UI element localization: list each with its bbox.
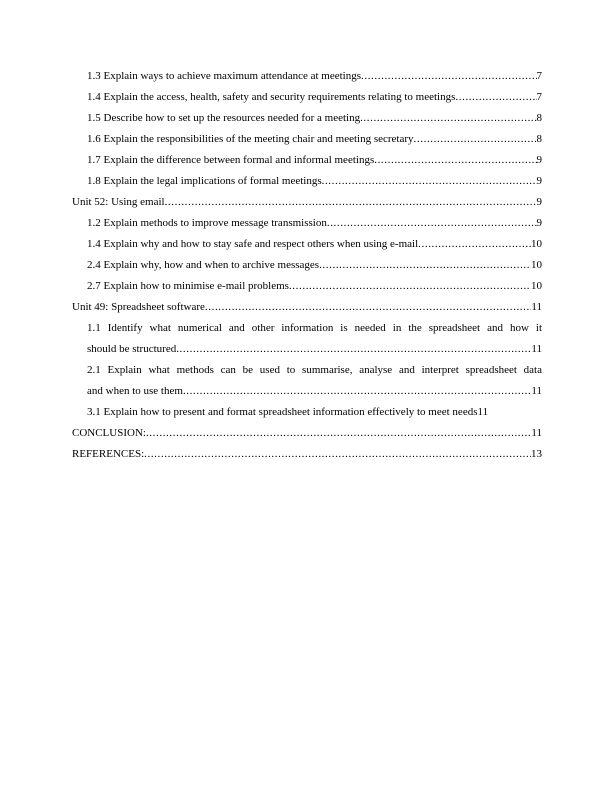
toc-entry-title: 1.4 Explain the access, health, safety and security requirements relating to meetings — [87, 91, 456, 103]
toc-entry[interactable] — [72, 276, 542, 297]
toc-entry-page: 11 — [531, 301, 542, 313]
toc-entry-page: 7 — [536, 70, 542, 82]
toc-leader-dots — [319, 255, 531, 276]
toc-entry-page: 8 — [536, 133, 542, 145]
toc-entry-title: 2.4 Explain why, how and when to archive messages — [87, 259, 320, 271]
toc-entry-page: 11 — [531, 385, 542, 397]
toc-leader-dots — [374, 150, 536, 171]
toc-entry[interactable] — [72, 129, 542, 150]
toc-entry[interactable] — [72, 171, 542, 192]
toc-leader-dots — [176, 339, 531, 360]
toc-leader-dots — [205, 297, 532, 318]
toc-leader-dots — [183, 381, 531, 402]
toc-entry[interactable] — [72, 150, 542, 171]
toc-leader-dots — [361, 66, 537, 87]
toc-entry-wrapped[interactable] — [72, 360, 542, 402]
toc-entry[interactable] — [72, 255, 542, 276]
toc-entry[interactable] — [72, 108, 542, 129]
toc-entry-title: 1.8 Explain the legal implications of formal meetings — [87, 175, 322, 187]
toc-entry-title: Unit 49: Spreadsheet software — [72, 301, 205, 313]
toc-entry-wrapped[interactable] — [72, 318, 542, 360]
toc-entry-page: 11 — [531, 427, 542, 439]
toc-entry-title: 3.1 Explain how to present and format spreadsheet information effectively to meet needs — [87, 406, 478, 418]
toc-entry-page: 9 — [536, 217, 542, 229]
toc-entry-title-line: 2.1 Explain what methods can be used to summarise, analyse and interpret spreadsheet data — [87, 364, 542, 376]
toc-leader-dots — [360, 108, 536, 129]
toc-entry-page: 10 — [531, 238, 542, 250]
toc-entry-title: REFERENCES: — [72, 448, 145, 460]
toc-entry-title-line: 1.1 Identify what numerical and other information is needed in the spreadsheet and how it — [87, 322, 542, 334]
toc-entry-title: Unit 52: Using email — [72, 196, 165, 208]
toc-entry[interactable] — [72, 213, 542, 234]
toc-section-heading[interactable] — [72, 444, 542, 465]
toc-entry-page: 10 — [531, 280, 542, 292]
toc-entry-title: 1.4 Explain why and how to stay safe and respect others when using e-mail — [87, 238, 419, 250]
toc-entry-page: 11 — [477, 406, 489, 418]
toc-leader-dots — [418, 234, 531, 255]
toc-entry-title: 1.7 Explain the difference between formal and informal meetings — [87, 154, 375, 166]
toc-entry-title-line: and when to use them — [87, 385, 183, 397]
table-of-contents — [72, 66, 542, 465]
toc-entry-title: CONCLUSION: — [72, 427, 146, 439]
toc-unit-heading[interactable] — [72, 297, 542, 318]
toc-entry-title: 1.2 Explain methods to improve message transmission — [87, 217, 327, 229]
toc-entry-page: 9 — [536, 154, 542, 166]
toc-leader-dots — [322, 171, 537, 192]
toc-entry-page: 7 — [536, 91, 542, 103]
toc-leader-dots — [289, 276, 531, 297]
toc-entry-title-line: should be structured — [87, 343, 177, 355]
toc-entry-page: 9 — [536, 175, 542, 187]
toc-leader-dots — [414, 129, 537, 150]
toc-entry-title: 1.5 Describe how to set up the resources needed for a meeting — [87, 112, 361, 124]
toc-section-heading[interactable] — [72, 423, 542, 444]
toc-entry-title: 1.6 Explain the responsibilities of the meeting chair and meeting secretary — [87, 133, 414, 145]
toc-leader-dots — [455, 87, 536, 108]
toc-entry-page: 13 — [531, 448, 542, 460]
toc-entry-page: 8 — [536, 112, 542, 124]
toc-leader-dots — [165, 192, 537, 213]
toc-entry[interactable] — [72, 87, 542, 108]
toc-entry-page: 10 — [531, 259, 542, 271]
toc-leader-dots — [144, 444, 531, 465]
toc-entry-title: 2.7 Explain how to minimise e-mail problems — [87, 280, 289, 292]
toc-entry[interactable] — [72, 234, 542, 255]
toc-entry[interactable] — [72, 66, 542, 87]
toc-leader-dots — [327, 213, 537, 234]
toc-entry-page: 9 — [536, 196, 542, 208]
toc-entry-title: 1.3 Explain ways to achieve maximum attendance at meetings — [87, 70, 361, 82]
toc-entry[interactable] — [72, 402, 542, 423]
toc-leader-dots — [146, 423, 531, 444]
toc-entry-page: 11 — [531, 343, 542, 355]
toc-unit-heading[interactable] — [72, 192, 542, 213]
